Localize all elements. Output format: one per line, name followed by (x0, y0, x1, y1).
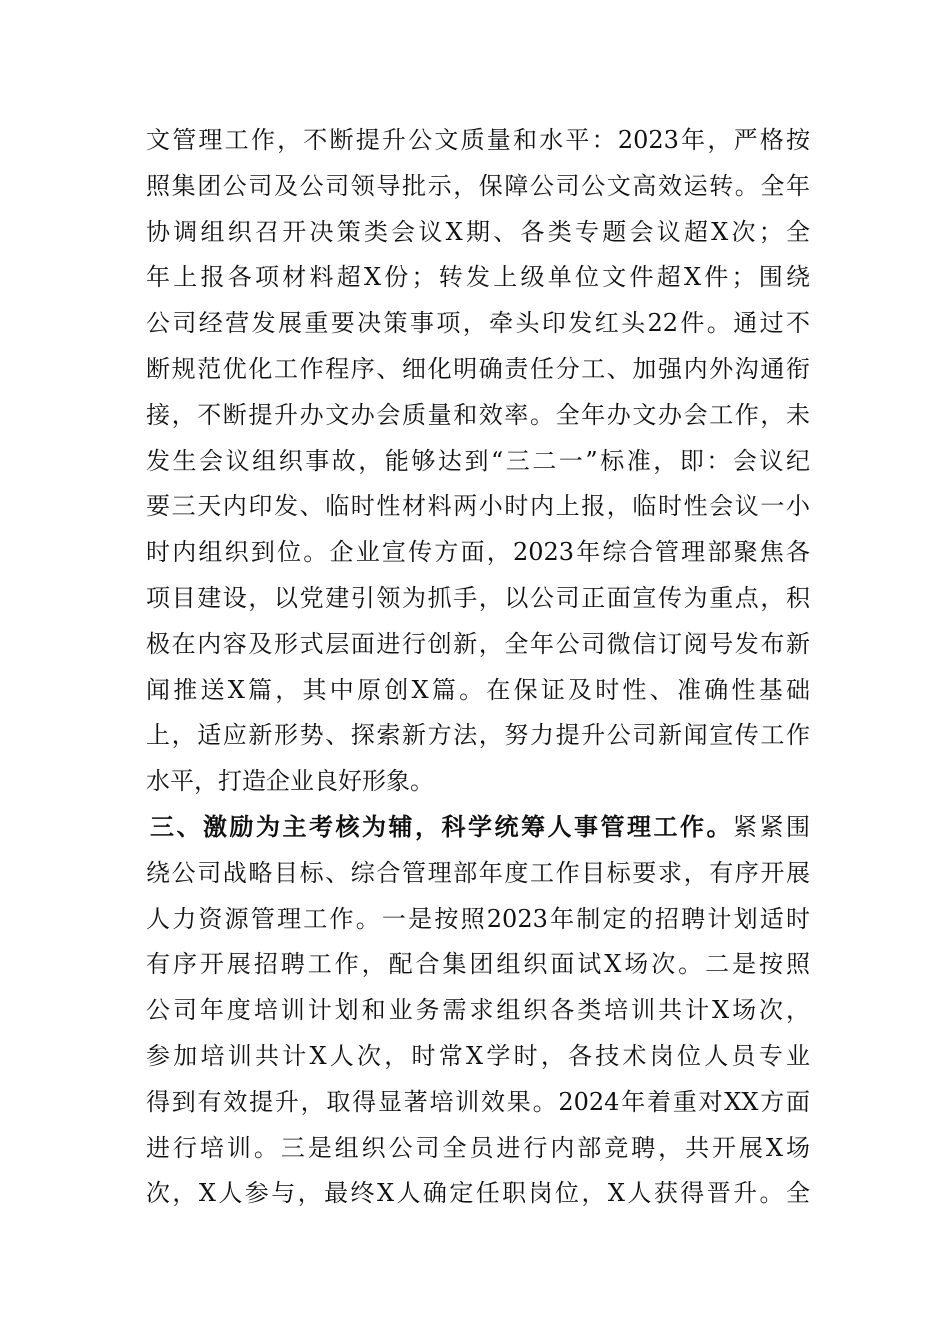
paragraph-2-line-7: 得到有效提升，取得显著培训效果。2024年着重对XX方面 (146, 1087, 810, 1116)
paragraph-1-line-2: 照集团公司及公司领导批示，保障公司公文高效运转。全年 (146, 171, 810, 200)
paragraph-1-line-1: 文管理工作，不断提升公文质量和水平：2023年，严格按 (146, 126, 810, 154)
paragraph-2-line-2: 绕公司战略目标、综合管理部年度工作目标要求，有序开展 (146, 858, 810, 887)
paragraph-1-line-8: 发生会议组织事故，能够达到“三二一”标准，即：会议纪 (146, 446, 810, 475)
paragraph-1-line-14: 上，适应新形势、探索新方法，努力提升公司新闻宣传工作 (146, 721, 810, 750)
paragraph-1-line-9: 要三天内印发、临时性材料两小时内上报，临时性会议一小 (146, 492, 810, 521)
paragraph-1-line-3: 协调组织召开决策类会议X期、各类专题会议超X次；全 (146, 217, 810, 246)
paragraph-1-line-6: 断规范优化工作程序、细化明确责任分工、加强内外沟通衔 (146, 354, 810, 383)
paragraph-2-line-9: 次，X人参与，最终X人确定任职岗位，X人获得晋升。全 (146, 1179, 810, 1208)
paragraph-2-line-3: 人力资源管理工作。一是按照2023年制定的招聘计划适时 (146, 904, 810, 933)
section-heading: 三、激励为主考核为辅，科学统筹人事管理工作。 (150, 812, 733, 841)
paragraph-1-line-11: 项目建设，以党建引领为抓手，以公司正面宣传为重点，积 (146, 583, 810, 612)
paragraph-2-line-6: 参加培训共计X人次，时常X学时，各技术岗位人员专业 (146, 1041, 810, 1070)
paragraph-2-first-line-rest: 紧紧围 (733, 812, 810, 841)
paragraph-1-line-10: 时内组织到位。企业宣传方面，2023年综合管理部聚焦各 (146, 538, 810, 567)
paragraph-2-line-5: 公司年度培训计划和业务需求组织各类培训共计X场次， (146, 996, 810, 1025)
document-body (146, 118, 810, 1217)
paragraph-2-line-4: 有序开展招聘工作，配合集团组织面试X场次。二是按照 (146, 950, 810, 979)
paragraph-2-line-1 (146, 805, 810, 851)
paragraph-1-line-13: 闻推送X篇，其中原创X篇。在保证及时性、准确性基础 (146, 675, 810, 704)
paragraph-1-line-5: 公司经营发展重要决策事项，牵头印发红头22件。通过不 (146, 309, 810, 338)
paragraph-1-line-12: 极在内容及形式层面进行创新，全年公司微信订阅号发布新 (146, 629, 810, 658)
paragraph-1-line-4: 年上报各项材料超X份；转发上级单位文件超X件；围绕 (146, 263, 810, 292)
paragraph-1-line-15: 水平，打造企业良好形象。 (146, 767, 434, 796)
paragraph-2-line-8: 进行培训。三是组织公司全员进行内部竞聘，共开展X场 (146, 1133, 810, 1162)
paragraph-1-line-7: 接，不断提升办文办会质量和效率。全年办文办会工作，未 (146, 400, 810, 429)
